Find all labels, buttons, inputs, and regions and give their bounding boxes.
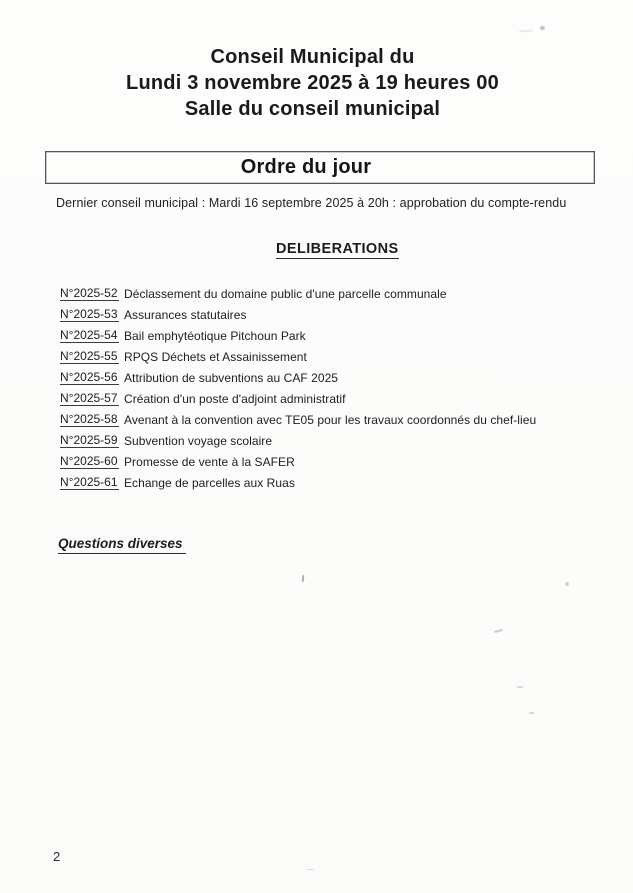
scan-speck [306, 869, 315, 870]
deliberation-title: Avenant à la convention avec TE05 pour les travaux coordonnés du chef-lieu [124, 412, 537, 427]
deliberation-title: Promesse de vente à la SAFER [124, 454, 295, 469]
deliberation-row [0, 304, 633, 325]
document-title-line-3: Salle du conseil municipal [184, 98, 441, 120]
deliberation-row [0, 346, 633, 367]
deliberation-ref: N°2025-61 [60, 474, 118, 489]
deliberation-ref: N°2025-52 [60, 285, 118, 300]
deliberation-row [0, 367, 633, 388]
scan-speck [302, 575, 305, 582]
deliberation-ref: N°2025-58 [60, 411, 118, 426]
last-council-note: Dernier conseil municipal : Mardi 16 septembre 2025 à 20h : approbation du compte-rendu [56, 196, 567, 210]
deliberation-title: Déclassement du domaine public d'une parcelle communale [124, 286, 447, 301]
agenda-box [45, 151, 595, 184]
deliberation-row [0, 388, 633, 409]
deliberation-title: RPQS Déchets et Assainissement [124, 349, 307, 364]
scan-speck [519, 30, 533, 33]
deliberation-row [0, 325, 633, 346]
deliberation-row [0, 472, 633, 493]
deliberation-ref: N°2025-55 [60, 348, 118, 363]
document-title-line-1: Conseil Municipal du [210, 46, 415, 68]
deliberation-ref: N°2025-56 [60, 369, 118, 384]
scan-speck [565, 582, 569, 586]
document-title-line-2: Lundi 3 novembre 2025 à 19 heures 00 [126, 72, 499, 94]
scan-speck [494, 629, 503, 633]
deliberation-row [0, 283, 633, 304]
deliberations-heading: DELIBERATIONS [276, 241, 399, 257]
deliberation-row [0, 430, 633, 451]
deliberation-row [0, 409, 633, 430]
page-number: 2 [53, 849, 61, 864]
deliberation-ref: N°2025-53 [60, 306, 118, 321]
deliberation-list [0, 283, 633, 493]
scan-speck [517, 686, 523, 688]
scan-speck [529, 712, 534, 714]
deliberation-title: Attribution de subventions au CAF 2025 [124, 370, 339, 385]
questions-diverses-heading: Questions diverses [58, 536, 186, 554]
document-title [0, 44, 625, 122]
deliberation-title: Assurances statutaires [124, 307, 247, 322]
deliberation-ref: N°2025-57 [60, 390, 118, 405]
deliberation-title: Echange de parcelles aux Ruas [124, 475, 295, 490]
deliberation-title: Bail emphytéotique Pitchoun Park [124, 328, 306, 343]
deliberation-ref: N°2025-60 [60, 453, 118, 468]
deliberation-row [0, 451, 633, 472]
deliberation-ref: N°2025-54 [60, 327, 118, 342]
scan-speck [540, 26, 545, 30]
deliberation-title: Subvention voyage scolaire [124, 433, 273, 448]
deliberation-ref: N°2025-59 [60, 432, 118, 447]
deliberation-title: Création d'un poste d'adjoint administratif [124, 391, 346, 406]
agenda-box-title: Ordre du jour [240, 156, 372, 178]
